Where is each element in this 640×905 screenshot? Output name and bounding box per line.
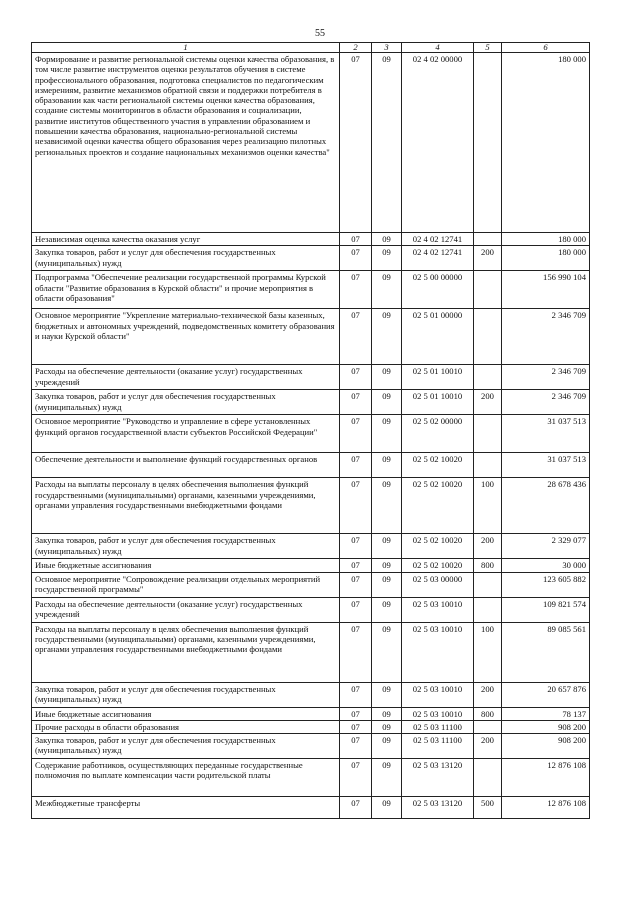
subsection-code-cell: 09 — [372, 453, 402, 478]
subsection-code-cell: 09 — [372, 720, 402, 733]
expense-type-cell: 200 — [474, 682, 502, 707]
subsection-code-cell: 09 — [372, 682, 402, 707]
table-row — [32, 622, 590, 682]
table-row — [32, 53, 590, 233]
amount-cell: 31 037 513 — [502, 453, 590, 478]
subsection-code-cell: 09 — [372, 572, 402, 597]
table-header-row — [32, 43, 590, 53]
section-code-cell: 07 — [340, 622, 372, 682]
section-code-cell: 07 — [340, 597, 372, 622]
target-article-cell: 02 5 02 10020 — [402, 453, 474, 478]
expense-type-cell — [474, 415, 502, 453]
row-name-cell: Обеспечение деятельности и выполнение функций государственных органов — [32, 453, 340, 478]
row-name-cell: Основное мероприятие "Сопровождение реализации отдельных мероприятий государственной программы" — [32, 572, 340, 597]
table-row — [32, 734, 590, 759]
amount-cell: 156 990 104 — [502, 271, 590, 309]
target-article-cell: 02 5 02 00000 — [402, 415, 474, 453]
subsection-code-cell: 09 — [372, 707, 402, 720]
budget-table — [31, 42, 590, 819]
expense-type-cell — [474, 233, 502, 246]
table-row — [32, 707, 590, 720]
subsection-code-cell: 09 — [372, 597, 402, 622]
target-article-cell: 02 4 02 12741 — [402, 233, 474, 246]
page-number: 55 — [315, 28, 325, 39]
amount-cell: 180 000 — [502, 246, 590, 271]
expense-type-cell — [474, 453, 502, 478]
section-code-cell: 07 — [340, 572, 372, 597]
subsection-code-cell: 09 — [372, 53, 402, 233]
expense-type-cell — [474, 572, 502, 597]
target-article-cell: 02 5 02 10020 — [402, 559, 474, 572]
row-name-cell: Закупка товаров, работ и услуг для обеспечения государственных (муниципальных) нужд — [32, 246, 340, 271]
target-article-cell: 02 4 02 00000 — [402, 53, 474, 233]
section-code-cell: 07 — [340, 759, 372, 797]
target-article-cell: 02 5 03 13120 — [402, 797, 474, 819]
table-row — [32, 597, 590, 622]
target-article-cell: 02 5 03 10010 — [402, 597, 474, 622]
section-code-cell: 07 — [340, 390, 372, 415]
table-row — [32, 365, 590, 390]
target-article-cell: 02 5 03 11100 — [402, 734, 474, 759]
section-code-cell: 07 — [340, 365, 372, 390]
column-header: 2 — [340, 43, 372, 53]
expense-type-cell — [474, 271, 502, 309]
expense-type-cell: 100 — [474, 478, 502, 534]
amount-cell: 908 200 — [502, 720, 590, 733]
amount-cell: 2 346 709 — [502, 390, 590, 415]
section-code-cell: 07 — [340, 415, 372, 453]
expense-type-cell: 200 — [474, 246, 502, 271]
expense-type-cell — [474, 365, 502, 390]
row-name-cell: Межбюджетные трансферты — [32, 797, 340, 819]
expense-type-cell: 200 — [474, 390, 502, 415]
subsection-code-cell: 09 — [372, 534, 402, 559]
amount-cell: 180 000 — [502, 233, 590, 246]
section-code-cell: 07 — [340, 797, 372, 819]
amount-cell: 31 037 513 — [502, 415, 590, 453]
table-row — [32, 390, 590, 415]
row-name-cell: Основное мероприятие "Руководство и управление в сфере установленных функций органов государственной власти субъектов Российской Федерации" — [32, 415, 340, 453]
table-row — [32, 720, 590, 733]
row-name-cell: Расходы на выплаты персоналу в целях обеспечения выполнения функций государственными (муниципальными) органами, казенными учреждениями, органами управления государственными внебюджетными фондами — [32, 622, 340, 682]
amount-cell: 20 657 876 — [502, 682, 590, 707]
section-code-cell: 07 — [340, 453, 372, 478]
target-article-cell: 02 5 02 10020 — [402, 478, 474, 534]
section-code-cell: 07 — [340, 682, 372, 707]
column-header: 4 — [402, 43, 474, 53]
row-name-cell: Формирование и развитие региональной системы оценки качества образования, в том числе развитие инструментов оценки результатов обучения в системе профессионального образования, подготовка специалистов по педагогическим измерениям, развитие механизмов обратной связи и поддержки потребителя в образовании как части региональной системы оценки качества образования, создание системы мониторингов в области образования и социализации, развитие институтов общественного участия в управлении образованием и повышении качества образования, национально-региональной системы независимой оценки качества общего образования через реализацию пилотных региональных проектов и создание национальных механизмов оценки качества" — [32, 53, 340, 233]
row-name-cell: Закупка товаров, работ и услуг для обеспечения государственных (муниципальных) нужд — [32, 534, 340, 559]
subsection-code-cell: 09 — [372, 271, 402, 309]
amount-cell: 123 605 882 — [502, 572, 590, 597]
section-code-cell: 07 — [340, 559, 372, 572]
amount-cell: 2 346 709 — [502, 309, 590, 365]
subsection-code-cell: 09 — [372, 365, 402, 390]
amount-cell: 109 821 574 — [502, 597, 590, 622]
subsection-code-cell: 09 — [372, 233, 402, 246]
row-name-cell: Закупка товаров, работ и услуг для обеспечения государственных (муниципальных) нужд — [32, 390, 340, 415]
target-article-cell: 02 5 03 10010 — [402, 707, 474, 720]
column-header: 6 — [502, 43, 590, 53]
column-header: 3 — [372, 43, 402, 53]
amount-cell: 908 200 — [502, 734, 590, 759]
table-row — [32, 682, 590, 707]
row-name-cell: Расходы на обеспечение деятельности (оказание услуг) государственных учреждений — [32, 597, 340, 622]
subsection-code-cell: 09 — [372, 559, 402, 572]
table-row — [32, 246, 590, 271]
section-code-cell: 07 — [340, 271, 372, 309]
section-code-cell: 07 — [340, 246, 372, 271]
table-row — [32, 233, 590, 246]
amount-cell: 12 876 108 — [502, 759, 590, 797]
amount-cell: 180 000 — [502, 53, 590, 233]
target-article-cell: 02 5 03 00000 — [402, 572, 474, 597]
target-article-cell: 02 5 03 10010 — [402, 622, 474, 682]
section-code-cell: 07 — [340, 309, 372, 365]
expense-type-cell — [474, 720, 502, 733]
subsection-code-cell: 09 — [372, 390, 402, 415]
amount-cell: 30 000 — [502, 559, 590, 572]
expense-type-cell — [474, 309, 502, 365]
subsection-code-cell: 09 — [372, 309, 402, 365]
row-name-cell: Основное мероприятие "Укрепление материально-технической базы казенных, бюджетных и автономных учреждений, подведомственных комитету образования и науки Курской области" — [32, 309, 340, 365]
table-row — [32, 309, 590, 365]
section-code-cell: 07 — [340, 53, 372, 233]
expense-type-cell — [474, 759, 502, 797]
amount-cell: 12 876 108 — [502, 797, 590, 819]
amount-cell: 2 329 077 — [502, 534, 590, 559]
expense-type-cell: 800 — [474, 559, 502, 572]
row-name-cell: Иные бюджетные ассигнования — [32, 707, 340, 720]
expense-type-cell — [474, 53, 502, 233]
subsection-code-cell: 09 — [372, 478, 402, 534]
section-code-cell: 07 — [340, 707, 372, 720]
subsection-code-cell: 09 — [372, 622, 402, 682]
amount-cell: 78 137 — [502, 707, 590, 720]
expense-type-cell: 500 — [474, 797, 502, 819]
subsection-code-cell: 09 — [372, 415, 402, 453]
table-row — [32, 534, 590, 559]
amount-cell: 2 346 709 — [502, 365, 590, 390]
table-row — [32, 453, 590, 478]
target-article-cell: 02 5 03 11100 — [402, 720, 474, 733]
amount-cell: 28 678 436 — [502, 478, 590, 534]
row-name-cell: Закупка товаров, работ и услуг для обеспечения государственных (муниципальных) нужд — [32, 682, 340, 707]
table-row — [32, 797, 590, 819]
section-code-cell: 07 — [340, 734, 372, 759]
row-name-cell: Иные бюджетные ассигнования — [32, 559, 340, 572]
row-name-cell: Прочие расходы в области образования — [32, 720, 340, 733]
subsection-code-cell: 09 — [372, 246, 402, 271]
target-article-cell: 02 5 01 10010 — [402, 390, 474, 415]
row-name-cell: Расходы на выплаты персоналу в целях обеспечения выполнения функций государственными (муниципальными) органами, казенными учреждениями, органами управления государственными внебюджетными фондами — [32, 478, 340, 534]
table-row — [32, 759, 590, 797]
table-row — [32, 559, 590, 572]
target-article-cell: 02 5 03 13120 — [402, 759, 474, 797]
row-name-cell: Закупка товаров, работ и услуг для обеспечения государственных (муниципальных) нужд — [32, 734, 340, 759]
table-row — [32, 415, 590, 453]
target-article-cell: 02 4 02 12741 — [402, 246, 474, 271]
subsection-code-cell: 09 — [372, 797, 402, 819]
expense-type-cell: 100 — [474, 622, 502, 682]
target-article-cell: 02 5 02 10020 — [402, 534, 474, 559]
column-header: 1 — [32, 43, 340, 53]
column-header: 5 — [474, 43, 502, 53]
row-name-cell: Независимая оценка качества оказания услуг — [32, 233, 340, 246]
target-article-cell: 02 5 01 00000 — [402, 309, 474, 365]
table-row — [32, 271, 590, 309]
section-code-cell: 07 — [340, 534, 372, 559]
expense-type-cell: 200 — [474, 734, 502, 759]
target-article-cell: 02 5 01 10010 — [402, 365, 474, 390]
table-row — [32, 572, 590, 597]
subsection-code-cell: 09 — [372, 734, 402, 759]
expense-type-cell: 200 — [474, 534, 502, 559]
subsection-code-cell: 09 — [372, 759, 402, 797]
row-name-cell: Подпрограмма "Обеспечение реализации государственной программы Курской области "Развитие образования в Курской области" и прочие мероприятия в области образования" — [32, 271, 340, 309]
expense-type-cell — [474, 597, 502, 622]
table-row — [32, 478, 590, 534]
expense-type-cell: 800 — [474, 707, 502, 720]
row-name-cell: Расходы на обеспечение деятельности (оказание услуг) государственных учреждений — [32, 365, 340, 390]
section-code-cell: 07 — [340, 720, 372, 733]
amount-cell: 89 085 561 — [502, 622, 590, 682]
target-article-cell: 02 5 03 10010 — [402, 682, 474, 707]
row-name-cell: Содержание работников, осуществляющих переданные государственные полномочия по выплате компенсации части родительской платы — [32, 759, 340, 797]
section-code-cell: 07 — [340, 478, 372, 534]
section-code-cell: 07 — [340, 233, 372, 246]
target-article-cell: 02 5 00 00000 — [402, 271, 474, 309]
